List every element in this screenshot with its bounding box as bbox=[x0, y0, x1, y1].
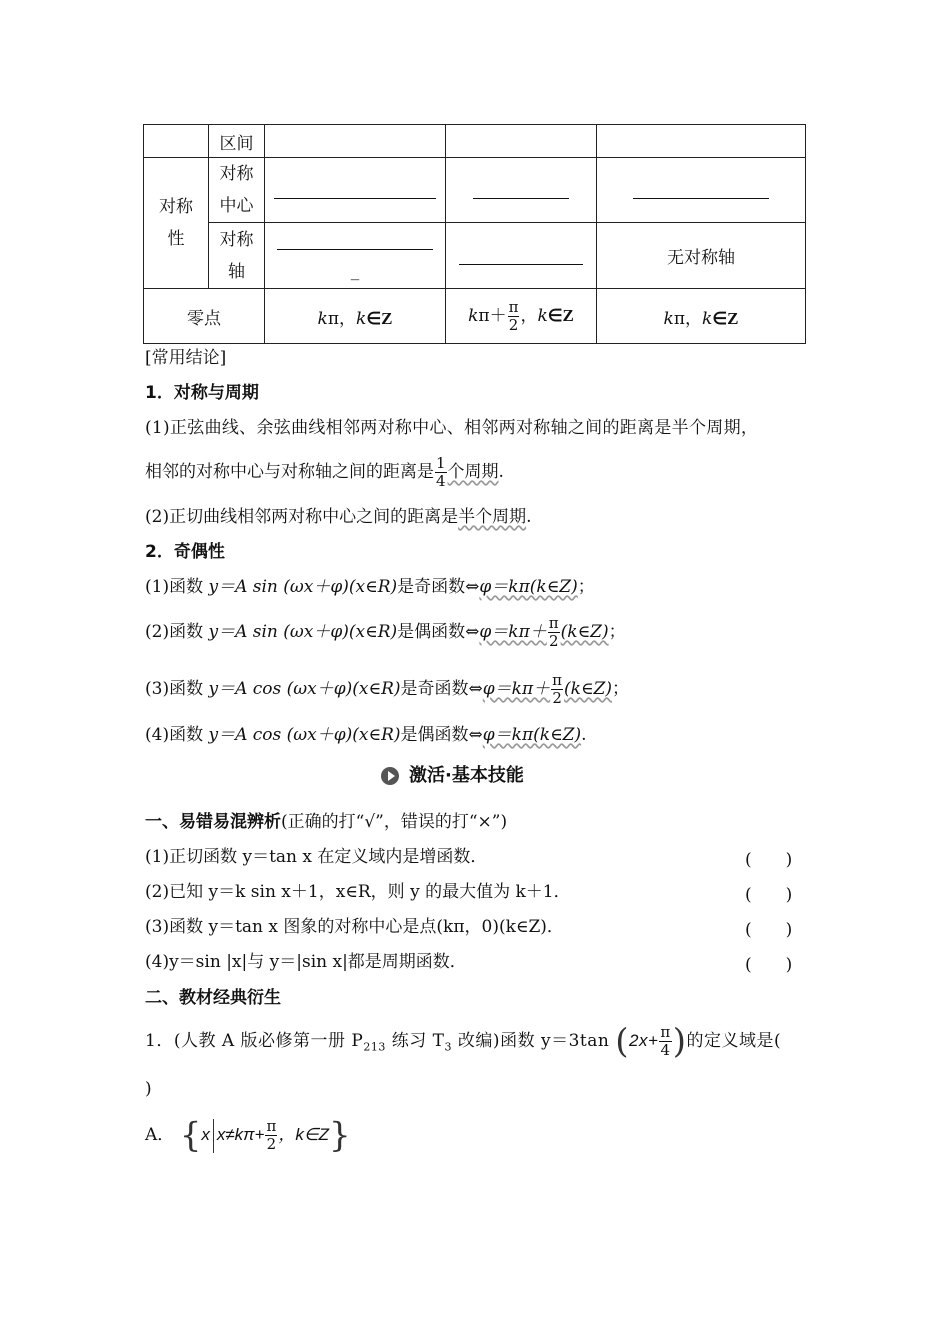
answer-blank[interactable]: ( ) bbox=[745, 850, 793, 870]
conclusions-heading: [常用结论] bbox=[145, 348, 227, 368]
fraction: $\frac{\pi}{4}$ bbox=[660, 1023, 671, 1059]
no-axis-text: 无对称轴 bbox=[597, 223, 806, 289]
sin-center-blank bbox=[265, 158, 446, 223]
interval-label: 区间 bbox=[209, 125, 265, 158]
fraction: $\frac{\pi}{2}$ bbox=[552, 671, 563, 707]
table-cell bbox=[144, 125, 209, 158]
parity-item: (2)函数 y＝A sin (ωx＋φ)(x∈R)是偶函数⇔φ＝kπ＋ $\frac{\pi}{2}$ (k∈Z)； bbox=[145, 614, 626, 650]
symmetry-label: 对称 性 bbox=[144, 158, 209, 289]
parity-item: (1)函数 y＝A sin (ωx＋φ)(x∈R)是奇函数⇔φ＝kπ(k∈Z)； bbox=[145, 577, 595, 597]
table-row bbox=[144, 158, 806, 223]
option-a[interactable]: A． {x x≠kπ+ $\frac{\pi}{2}$ ，k∈Z} bbox=[145, 1115, 351, 1156]
fraction: $\frac{1}{4}$ bbox=[436, 454, 446, 490]
question-1: 1．(人教 A 版必修第一册 $P_{213}$ 练习 $T_3$ 改编)函数 y＝3tan (2x+ $\frac{\pi}{4}$ )的定义域是( bbox=[145, 1021, 782, 1062]
table-cell bbox=[597, 125, 806, 158]
judge-item: (1)正切函数 y＝tan x 在定义域内是增函数． bbox=[145, 847, 488, 867]
zero-label: 零点 bbox=[144, 289, 265, 344]
paragraph: (1)正弦曲线、余弦曲线相邻两对称中心、相邻两对称轴之间的距离是半个周期， bbox=[145, 418, 759, 438]
table-row bbox=[144, 289, 806, 344]
answer-blank[interactable]: ( ) bbox=[745, 920, 793, 940]
answer-blank[interactable]: ( ) bbox=[745, 955, 793, 975]
judge-item: (2)已知 y＝k sin x＋1，x∈R，则 y 的最大值为 k＋1． bbox=[145, 882, 571, 902]
paragraph: (2)正切曲线相邻两对称中心之间的距离是半个周期. bbox=[145, 507, 532, 527]
fraction: $\frac{\pi}{2}$ bbox=[266, 1117, 277, 1153]
table-row bbox=[144, 223, 806, 289]
section-title: 1．对称与周期 bbox=[145, 383, 259, 403]
sin-axis-blank: _ bbox=[265, 223, 446, 289]
part2-heading: 二、教材经典衍生 bbox=[145, 988, 281, 1008]
activate-heading: 激活·基本技能 bbox=[381, 764, 524, 788]
table-cell bbox=[265, 125, 446, 158]
cos-zero: kπ＋ $\frac{\pi}{2}$ ，k∈Z bbox=[446, 289, 597, 344]
table-cell bbox=[446, 125, 597, 158]
properties-table bbox=[143, 124, 806, 344]
parity-item: (4)函数 y＝A cos (ωx＋φ)(x∈R)是偶函数⇔φ＝kπ(k∈Z). bbox=[145, 725, 587, 745]
table-row bbox=[144, 125, 806, 158]
fraction: $\frac{\pi}{2}$ bbox=[508, 297, 519, 334]
section-title: 2．奇偶性 bbox=[145, 542, 225, 562]
parity-item: (3)函数 y＝A cos (ωx＋φ)(x∈R)是奇函数⇔φ＝kπ＋ $\frac{\pi}{2}$ (k∈Z)； bbox=[145, 671, 629, 707]
sin-zero: kπ，k∈Z bbox=[265, 289, 446, 344]
tan-center-blank bbox=[597, 158, 806, 223]
answer-blank[interactable]: ( ) bbox=[745, 885, 793, 905]
center-label: 对称 中心 bbox=[209, 158, 265, 223]
judge-item: (4)y＝sin |x|与 y＝|sin x|都是周期函数． bbox=[145, 952, 467, 972]
cos-axis-blank bbox=[446, 223, 597, 289]
question-1-close: ) bbox=[145, 1079, 152, 1099]
judge-item: (3)函数 y＝tan x 图象的对称中心是点(kπ，0)(k∈Z)． bbox=[145, 917, 564, 937]
axis-label: 对称 轴 bbox=[209, 223, 265, 289]
paragraph: 相邻的对称中心与对称轴之间的距离是 $\frac{1}{4}$ 个周期. bbox=[145, 454, 504, 490]
tan-zero: kπ，k∈Z bbox=[597, 289, 806, 344]
part1-heading: 一、易错易混辨析(正确的打“√”，错误的打“×”) bbox=[145, 812, 508, 832]
cos-center-blank bbox=[446, 158, 597, 223]
fraction: $\frac{\pi}{2}$ bbox=[548, 614, 559, 650]
play-icon bbox=[381, 767, 399, 785]
